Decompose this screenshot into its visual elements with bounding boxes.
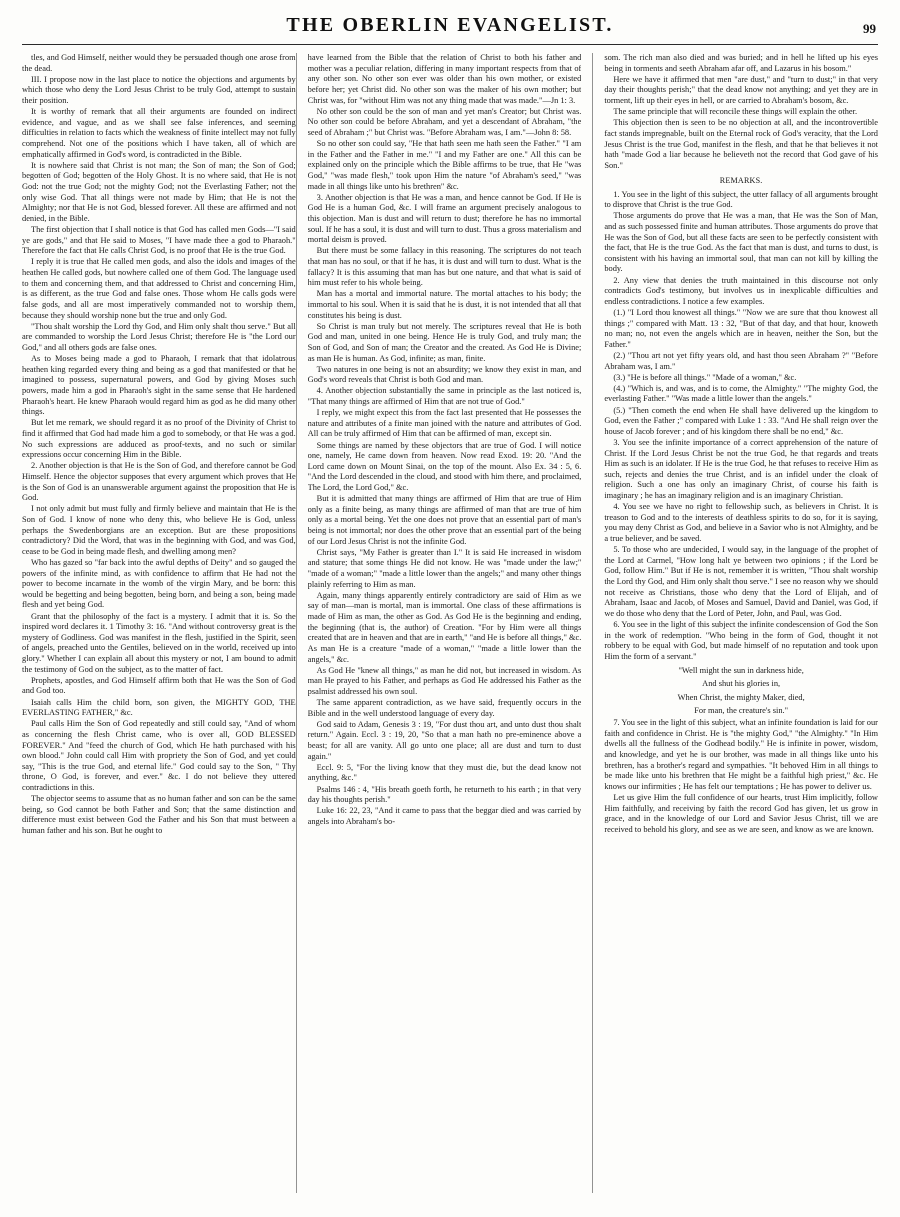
paragraph: As God He "knew all things," as man he did not, but increased in wisdom. As man He prayed to his Father, and perhaps as God He addressed his Father as the psalmist addressed his own soul. [307,665,582,696]
column-divider-2 [592,53,593,1193]
columns-container [22,53,878,1193]
paragraph: Psalms 146 : 4, "His breath goeth forth, he returneth to his earth ; in that very day his thoughts perish." [307,784,582,805]
section-heading-remarks: REMARKS. [719,176,763,186]
paragraph: Some things are named by these objectors that are true of God. I will notice one, namely, He came down from heaven. Now read Exod. 19: 20. "And the Lord came down on Mount Sinai, on the top of the mount. Also Ex. 34 : 5, 6. "And the Lord descended in the cloud, and stood with him there, and proclaimed, The Lord, the Lord God," &c. [307,440,582,492]
paragraph: Let us give Him the full confidence of our hearts, trust Him implicitly, follow Him faithfully, and receiving by faith the record God has given, let us grow in grace, and in the knowledge of our Lord and Savior Jesus Christ, till we are received to behold his glory, and see as we are seen, and know as we are known. [604,792,878,834]
paragraph: 6. You see in the light of this subject the infinite condescension of God the Son in the work of redemption. "Who being in the form of God, thought it not robbery to be equal with God, but made himself of no reputation and took upon Him the form of a servant." [604,620,878,661]
page-number: 99 [863,21,876,36]
paragraph: The same apparent contradiction, as we have said, frequently occurs in the Bible and in the well understood language of every day. [307,698,582,718]
paragraph: So no other son could say, "He that hath seen me hath seen the Father." "I am in the Father and the Father in me." "I and my Father are one." All this can be explained only on the principle which the Bible affirms to be true, that He "was God," "was made flesh," took upon Him the nature "of Abraham's seed," "was made in all things like unto his brethren" &c. [307,139,582,191]
paragraph: Man has a mortal and immortal nature. The mortal attaches to his body; the immortal to his soul. When it is said that he is dust, it is not intended that all that constitutes his being is dust. [307,289,582,320]
paragraph: This objection then is seen to be no objection at all, and the incontrovertible fact stands impregnable, built on the Eternal rock of God's veracity, that the Lord Jesus Christ is the true God, manifest in the flesh, and that he that believes it not hath "made God a liar because he believeth not the record that God gave of his Son." [604,118,878,170]
paragraph: 3. Another objection is that He was a man, and hence cannot be God. If He is God He is a human God, &c. I will frame an argument precisely analogous to this objection. Man is dust and will return to dust; therefore he has no immortal soul. If he has a soul, it is dust and will turn to dust. Thus a gross materialism and mortal deism is proved. [307,192,582,245]
paragraph: have learned from the Bible that the relation of Christ to both his father and mother was a peculiar relation, differing in many important respects from that of any other son. No other son ever was older than his own mother, or existed before her; yet Christ did. No other son was the maker of his own mother; but Christ was, for "without Him was not any thing made that was made."—Jn 1: 3. [307,53,582,105]
paragraph: Here we have it affirmed that men "are dust," and "turn to dust;" in that very day their thoughts perish;" that the dead know not anything; and yet they are in torment, lift up their eyes in hell, or are carried to Abraham's bosom, &c. [604,74,878,105]
paragraph: (5.) "Then cometh the end when He shall have delivered up the kingdom to God, even the Father ;" compared with Luke 1 : 33. "And He shall reign over the house of Jacob forever ; and of his kingdom there shall be no end," &c. [604,405,878,436]
verse-line: For man, the creature's sin." [694,706,789,716]
paragraph: The objector seems to assume that as no human father and son can be the same being, so God cannot be both Father and Son; that the same distinction and difference must exist between God the Father and his Son that must between a human father and his son. But he ought to [22,794,296,835]
paragraph: 2. Another objection is that He is the Son of God, and therefore cannot be God Himself. Hence the objector supposes that every argument which proves that He is the Son of God is an unanswerable argument against the proposition that He is God. [22,461,296,503]
paragraph: Eccl. 9: 5, "For the living know that they must die, but the dead know not anything, &c." [307,762,582,783]
paragraph: Prophets, apostles, and God Himself affirm both that He was the Son of God and God too. [22,675,296,696]
paragraph: (4.) "Which is, and was, and is to come, the Almighty." "The mighty God, the everlasting Father." "Was made a little lower than the angels." [604,383,878,404]
paragraph: But it is admitted that many things are affirmed of Him that are true of Him only as a finite being, as many things are affirmed of man that are true of him only as a mortal being. Yet the one does not prove that an essential part of man's being is not immortal; nor does the other prove that an essential part of the being of our Lord Jesus Christ is not the infinite God. [307,494,582,546]
page-title: THE OBERLIN EVANGELIST. [286,14,614,36]
paragraph: But let me remark, we should regard it as no proof of the Divinity of Christ to find it affirmed that God had made him a god to somebody, or that He was a god. No such expressions are adduced as proof-texts, and no such or similar expressions occur concerning Him in the Bible. [22,418,296,460]
paragraph: God said to Adam, Genesis 3 : 19, "For dust thou art, and unto dust thou shalt return." Again. Eccl. 3 : 19, 20, "So that a man hath no pre-eminence above a beast; for all are vanity. All go unto one place; all are dust and turn to dust again." [307,719,582,761]
column-right [604,53,878,1193]
paragraph: I reply it is true that He called men gods, and also the idols and images of the heathen He called gods, but nowhere called one of them God. The language used to them and concerning them, and that addressed to Christ and concerning Him, is as different, as the true God and false ones. Those whom He calls gods were false gods, and all are most imperatively commanded not to worship them, because they should worship none but the true and only God. [22,257,296,320]
paragraph: 2. Any view that denies the truth maintained in this discourse not only contradicts God's testimony, but involves us in inexplicable difficulties and endless contradictions. I notice a few examples. [604,275,878,306]
paragraph: (1.) "I Lord thou knowest all things." "Now we are sure that thou knowest all things ;" compared with Matt. 13 : 32, "But of that day, and that hour, knoweth no man; no, not even the angels which are in heaven, neither the Son, but the Father." [604,307,878,349]
paragraph: Isaiah calls Him the child born, son given, the MIGHTY GOD, THE EVERLASTING FATHER," &c. [22,697,296,718]
masthead-divider [22,44,878,45]
column-left [22,53,296,1193]
paragraph: The same principle that will reconcile these things will explain the other. [613,107,858,117]
paragraph: III. I propose now in the last place to notice the objections and arguments by which those who deny the Lord Jesus Christ to be truly God, attempt to sustain their position. [22,74,296,105]
verse-line: "Well might the sun in darkness hide, [678,665,804,675]
paragraph: But there must be some fallacy in this reasoning. The scriptures do not teach that man has no soul, or that if he has, it is dust and will turn to dust. What is the fallacy? It is this assuming that man has but one nature, and that what is said of him must refer to his whole being. [307,246,582,288]
masthead [22,14,878,41]
paragraph: The first objection that I shall notice is that God has called men Gods—"I said ye are gods," and that He said to Moses, "I have made thee a god to Pharaoh." Therefore the fact that He calls Christ God, is no proof that He is the true God. [22,225,296,256]
paragraph: No other son could be the son of man and yet man's Creator; but Christ was. No other son could be before Abraham, and yet a descendant of Abraham, "the seed of Abraham ;" but Christ was. "Before Abraham was, I am."—John 8: 58. [307,106,582,137]
paragraph: som. The rich man also died and was buried; and in hell he lifted up his eyes being in torments and seeth Abraham afar off, and Lazarus in his bosom." [604,53,878,73]
paragraph: So Christ is man truly but not merely. The scriptures reveal that He is both God and man, united in one being. Hence He is truly God, and truly man; the Son of God, and Son of man; the Creator and the created. As God He is Divine; as man He is human. As God, infinite; as man, finite. [307,321,582,363]
verse-line: When Christ, the mighty Maker, died, [677,692,805,702]
paragraph: Grant that the philosophy of the fact is a mystery. I admit that it is. So the inspired word declares it. 1 Timothy 3: 16. "And without controversy great is the mystery of Godliness. God was manifest in the flesh, justified in the Spirit, seen of angels, preached unto the Gentiles, believed on in the world, received up into glory." Whether I can explain all about this mystery or not, I am bound to admit the testimony of God on the subject, as to the matter of fact. [22,611,296,674]
paragraph: 5. To those who are undecided, I would say, in the language of the prophet of the Lord at Carmel, "How long halt ye between two opinions ; if the Lord be God, follow Him." But if He is not, remember it is written, "Thou shalt worship the Lord thy God, and Him only shalt thou serve." I see no reason why we should not receive as Christians, those who deny that the Lord of Elijah, and of Abraham, Isaac and Jacob, of Moses and Samuel, David and Daniel, was God, if we do those who deny that the Lord of Peter, John, and Paul, was God. [604,545,878,618]
column-middle [308,53,582,1193]
paragraph: 1. You see in the light of this subject, the utter fallacy of all arguments brought to disprove that Christ is the true God. [604,189,878,210]
paragraph: It is nowhere said that Christ is not man; the Son of man; the Son of God; begotten of God; begotten of the Holy Ghost. It is no where said, that He is not God: not the true God; not the mighty God; not the Everlasting Father; not the only wise God. That all things were not made by Him; that He is not the Almighty; nor that He is not God, blessed forever. All these are affirmed and not denied, in the Bible. [22,160,296,223]
paragraph: 3. You see the infinite importance of a correct apprehension of the nature of Christ. If the Lord Jesus Christ be not the true God, he that regards and treats Him as such is an idolater. If He is the true God, he that refuses to receive Him as such, rejects and denies the true Christ, and is an infidel under the cloak of religion. Such a one has only an imaginary Christ, of course his faith is imaginary ; he has an imaginary religion and is an imaginary Christian. [604,437,878,501]
paragraph: Luke 16: 22, 23, "And it came to pass that the beggar died and was carried by angels into Abraham's bo- [307,806,582,826]
paragraph: "Thou shalt worship the Lord thy God, and Him only shalt thou serve." But all are commanded to worship the Lord Jesus Christ; therefore He is "the Lord our God," and all others gods are false ones. [22,321,296,352]
paragraph: I reply, we might expect this from the fact last presented that He possesses the nature and attributes of a finite man joined with the nature and attributes of God. All can be truly affirmed of Him that can be affirmed of man, except sin. [307,408,582,439]
paragraph: Again, many things apparently entirely contradictory are said of Him as we say of man—man is mortal, man is immortal. One class of these affirmations is made of Him as man, the other as God. As God He is the beginning and ending, the beginning (that is, the author) of Creation. "For by Him were all things created that are in heaven and that are in earth," "and He is before all things," &c. As man He is a creature "made of a woman," "made a little lower than the angels," &c. [307,590,582,664]
paragraph: As to Moses being made a god to Pharaoh, I remark that that idolatrous heathen king regarded every thing and being as a god that manifested or that he imagined to possess, supernatural powers, and God by giving Moses such powers, made him a god in Pharaoh's sight in the same sense that He hardened Pharaoh's heart. He knew Pharaoh would regard him as god as he did many other things. [22,354,296,417]
paragraph: 4. Another objection substantially the same in principle as the last noticed is, "That many things are affirmed of Him that are not true of God." [307,386,582,406]
paragraph: Two natures in one being is not an absurdity; we know they exist in man, and God's word reveals that Christ is both God and man. [307,364,582,385]
paragraph: Who has gazed so "far back into the awful depths of Deity" and so gauged the powers of the infinite mind, as with confidence to affirm that He had not the power to become incarnate in the womb of the virgin Mary, and be born: this would be begetting and being begotten, being born, and being a son, being made flesh and yet being God. [22,557,296,610]
paragraph: (3.) "He is before all things." "Made of a woman," &c. [613,372,797,382]
paragraph: (2.) "Thou art not yet fifty years old, and hast thou seen Abraham ?" "Before Abraham was, I am." [604,350,878,371]
paragraph: I not only admit but must fully and firmly believe and maintain that He is the Son of God. I know of none who deny this, who believe He is God, unless perhaps the Swedenborgians are an exception. But are these propositions contradictory? Did the Word, that was in the beginning with God, and was God, cease to be God in being made flesh, and dwelling among men? [22,504,296,556]
paragraph: Christ says, "My Father is greater than I." It is said He increased in wisdom and stature; that some things He did not know. He was "made under the law;" "made of a woman;" "made a little lower than the angels;" and many other things plainly referring to Him as man. [307,547,582,589]
paragraph: Those arguments do prove that He was a man, that He was the Son of Man, and as such possessed finite and human attributes. Those arguments do prove that He was the Son of God, but all these facts are seen to be perfectly consistent with the fact, that He is the true God. As the fact that man is dust, and turns to dust, is consistent with his having an immortal soul, that man can not kill by killing the body. [604,211,878,274]
paragraph: Paul calls Him the Son of God repeatedly and still could say, "And of whom as concerning the flesh Christ came, who is over all, GOD BLESSED FOREVER." And "feed the church of God, which He hath purchased with his own blood." John could call Him with propriety the Son of God, and yet could say, "This is the true God, and eternal life." God could say to the Son, " Thy throne, O God, is forever, and ever." &c. I do not believe they uttered contradictions in this. [22,719,296,792]
paragraph: 7. You see in the light of this subject, what an infinite foundation is laid for our faith and confidence in Christ. He is "the mighty God," "the Almighty." "In Him dwells all the fullness of the Godhead bodily." He is infinite in power, wisdom, and knowledge, and yet he is our brother, was made in all things like unto his brethren, has a brother's regard and sympathies. "It behoved Him in all things to be made like unto his brethren that He might be a faithful high priest," &c. He knows our infirmities ; He has felt our temptations ; He has power to deliver us. [604,718,878,791]
verse-line: And shut his glories in, [702,679,781,689]
paragraph: tles, and God Himself, neither would they be persuaded though one arose from the dead. [22,53,296,73]
paragraph: 4. You see we have no right to fellowship such, as believers in Christ. It is treason to God and to the interests of deathless spirits to do so, for it is saying, you may deny Christ as God, and believe in a Savior who is not Almighty, and be a true believer, and be saved. [604,502,878,544]
column-divider-1 [296,53,297,1193]
paragraph: It is worthy of remark that all their arguments are founded on indirect evidence, and vague, and as we shall see false inferences, and seeming difficulties in relation to facts which the weakness of finite intellect may not fully comprehend. Not one of the positions which I have taken, all of which are emphatically affirmed in God's word, is contradicted in the Bible. [22,107,296,159]
